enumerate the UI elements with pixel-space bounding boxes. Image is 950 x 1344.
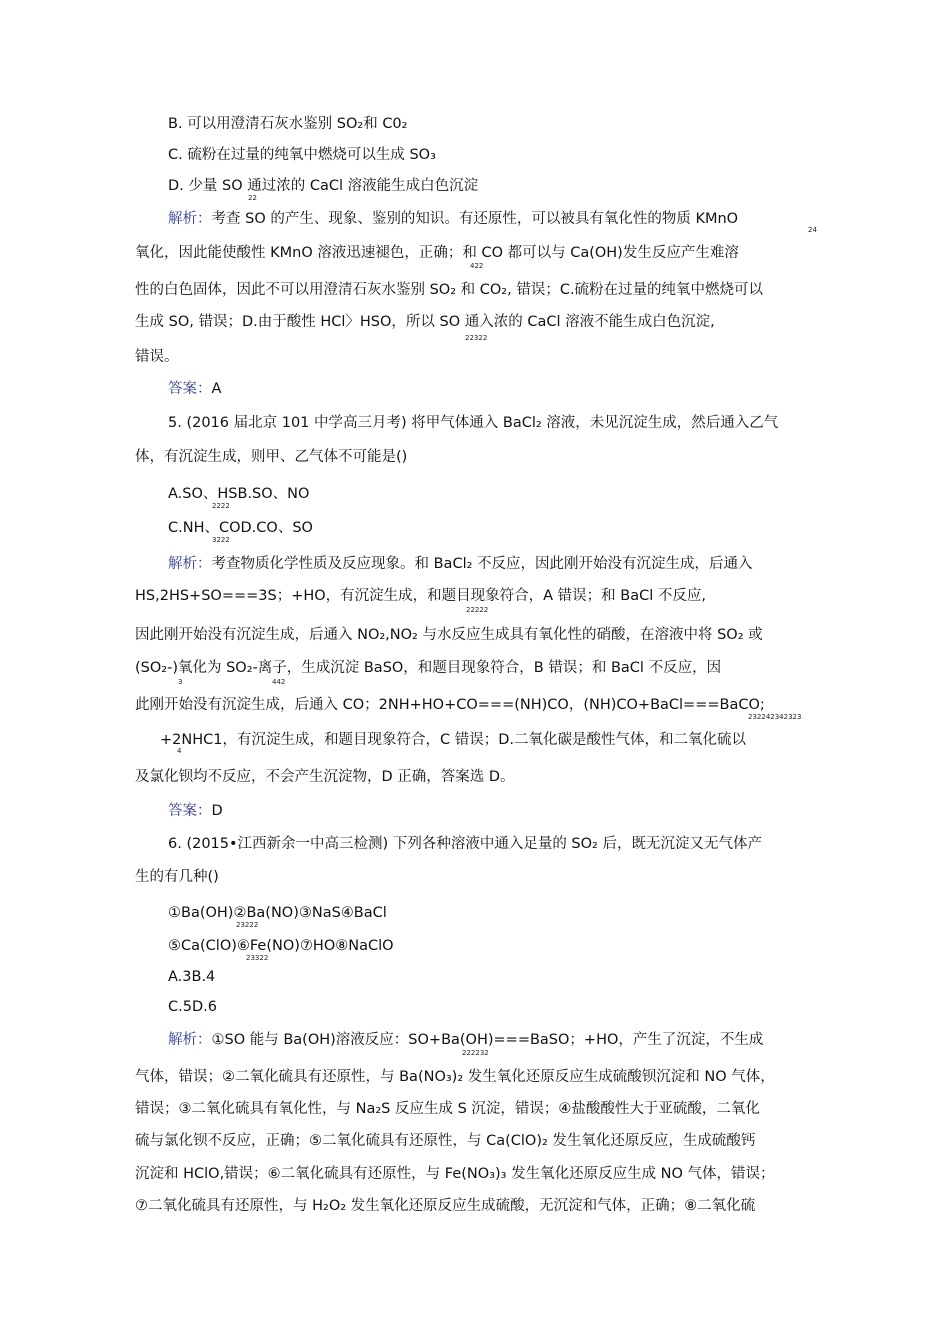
- q4-analysis-label: 解析：: [168, 211, 212, 227]
- q5-options-ab-subscript: 2222: [212, 502, 230, 510]
- q5-subscript-2: 3: [178, 678, 183, 686]
- q4-subscript-1: 24: [808, 226, 817, 234]
- q5-analysis-line-3: 因此刚开始没有沉淀生成，后通入 NO₂,NO₂ 与水反应生成具有氧化性的硝酸，在溶液中将 SO₂ 或: [135, 627, 763, 643]
- q6-options-ab: A.3B.4: [168, 969, 216, 985]
- q5-answer-label: 答案：: [168, 803, 212, 819]
- q5-analysis-line-5: 此刚开始没有沉淀生成，后通入 CO；2NH+HO+CO===(NH)CO，(NH)CO+BaCl===BaCO;: [135, 697, 765, 713]
- q6-options-5-8-subscript: 23322: [246, 954, 269, 962]
- q5-analysis-line-6: +2NHC1，有沉淀生成，和题目现象符合，C 错误；D.二氧化碳是酸性气体，和二氧化硫以: [160, 732, 746, 748]
- q6-options-1-4: ①Ba(OH)②Ba(NO)③NaS④BaCl: [168, 905, 387, 921]
- q5-analysis-line-1: 解析：考查物质化学性质及反应现象。和 BaCl₂ 不反应，因此刚开始没有沉淀生成，后通入: [168, 556, 753, 572]
- q6-subscript-1: 222232: [462, 1049, 489, 1057]
- q6-analysis-line-2: 气体，错误；②二氧化硫具有还原性，与 Ba(NO₃)₂ 发生氧化还原反应生成硫酸钡沉淀和 NO 气体，: [135, 1069, 775, 1085]
- q5-analysis-line-7: 及氯化钡均不反应，不会产生沉淀物，D 正确，答案选 D。: [135, 769, 515, 785]
- q5-subscript-3: 442: [272, 678, 286, 686]
- q4-analysis-line-3: 性的白色固体，因此不可以用澄清石灰水鉴别 SO₂ 和 CO₂, 错误；C.硫粉在过量的纯氧中燃烧可以: [135, 282, 764, 298]
- q5-options-ab: A.SO、HSB.SO、NO: [168, 486, 310, 502]
- q5-options-cd-subscript: 3222: [212, 536, 230, 544]
- q6-analysis-line-6: ⑦二氧化硫具有还原性，与 H₂O₂ 发生氧化还原反应生成硫酸，无沉淀和气体，正确；⑧二氧化硫: [135, 1198, 756, 1214]
- q5-stem-line-1: 5. (2016 届北京 101 中学高三月考) 将甲气体通入 BaCl₂ 溶液，未见沉淀生成，然后通入乙气: [168, 415, 779, 431]
- q6-options-5-8: ⑤Ca(ClO)⑥Fe(NO)⑦HO⑧NaClO: [168, 938, 394, 954]
- q4-subscript-2: 422: [470, 262, 484, 270]
- q5-stem-line-2: 体，有沉淀生成，则甲、乙气体不可能是(): [135, 449, 408, 465]
- q4-answer-label: 答案：: [168, 381, 212, 397]
- q6-analysis-line-5: 沉淀和 HClO,错误；⑥二氧化硫具有还原性，与 Fe(NO₃)₃ 发生氧化还原反应生成 NO 气体，错误；: [135, 1166, 775, 1182]
- q5-subscript-1: 22222: [466, 606, 489, 614]
- q6-stem-line-2: 生的有几种(): [135, 869, 219, 885]
- q4-analysis-line-2: 氧化，因此能使酸性 KMnO 溶液迅速褪色，正确；和 CO 都可以与 Ca(OH)发生反应产生难溶: [135, 245, 739, 261]
- q4-analysis-line-4: 生成 SO, 错误；D.由于酸性 HCl〉HSO，所以 SO 通入浓的 CaCl 溶液不能生成白色沉淀,: [135, 314, 715, 330]
- q5-subscript-5: 4: [177, 747, 182, 755]
- q5-answer: 答案：D: [168, 803, 223, 819]
- q5-subscript-4: 232242342323: [748, 713, 802, 721]
- q6-analysis-line-4: 硫与氯化钡不反应，正确；⑤二氧化硫具有还原性，与 Ca(ClO)₂ 发生氧化还原反应，生成硫酸钙: [135, 1133, 756, 1149]
- q5-analysis-line-4: (SO₂-)氧化为 SO₂-离子，生成沉淀 BaSO，和题目现象符合，B 错误；和 BaCl 不反应，因: [135, 660, 722, 676]
- q4-analysis-line-5: 错误。: [135, 349, 179, 365]
- q6-analysis-line-1: 解析：①SO 能与 Ba(OH)溶液反应：SO+Ba(OH)===BaSO；+HO，产生了沉淀，不生成: [168, 1032, 764, 1048]
- q6-options-cd: C.5D.6: [168, 999, 217, 1015]
- q6-analysis-label: 解析：: [168, 1032, 212, 1048]
- q4-option-d-subscript: 22: [248, 194, 257, 202]
- q4-analysis-line-1: 解析：考查 SO 的产生、现象、鉴别的知识。有还原性，可以被具有氧化性的物质 KMnO: [168, 211, 739, 227]
- q4-answer: 答案：A: [168, 381, 222, 397]
- q6-stem-line-1: 6. (2015•江西新余一中高三检测) 下列各种溶液中通入足量的 SO₂ 后，既无沉淀又无气体产: [168, 836, 762, 852]
- q4-option-c: C. 硫粉在过量的纯氧中燃烧可以生成 SO₃: [168, 147, 436, 163]
- q5-options-cd: C.NH、COD.CO、SO: [168, 520, 313, 536]
- q5-analysis-label: 解析：: [168, 556, 212, 572]
- q4-subscript-3: 22322: [465, 334, 488, 342]
- q6-options-1-4-subscript: 23222: [236, 921, 259, 929]
- q4-option-d: D. 少量 SO 通过浓的 CaCl 溶液能生成白色沉淀: [168, 178, 479, 194]
- q5-analysis-line-2: HS,2HS+SO===3S；+HO，有沉淀生成，和题目现象符合，A 错误；和 BaCl 不反应,: [135, 588, 706, 604]
- q4-option-b: B. 可以用澄清石灰水鉴别 SO₂和 C0₂: [168, 116, 408, 132]
- q6-analysis-line-3: 错误；③二氧化硫具有氧化性，与 Na₂S 反应生成 S 沉淀，错误；④盐酸酸性大于亚硫酸，二氧化: [135, 1101, 760, 1117]
